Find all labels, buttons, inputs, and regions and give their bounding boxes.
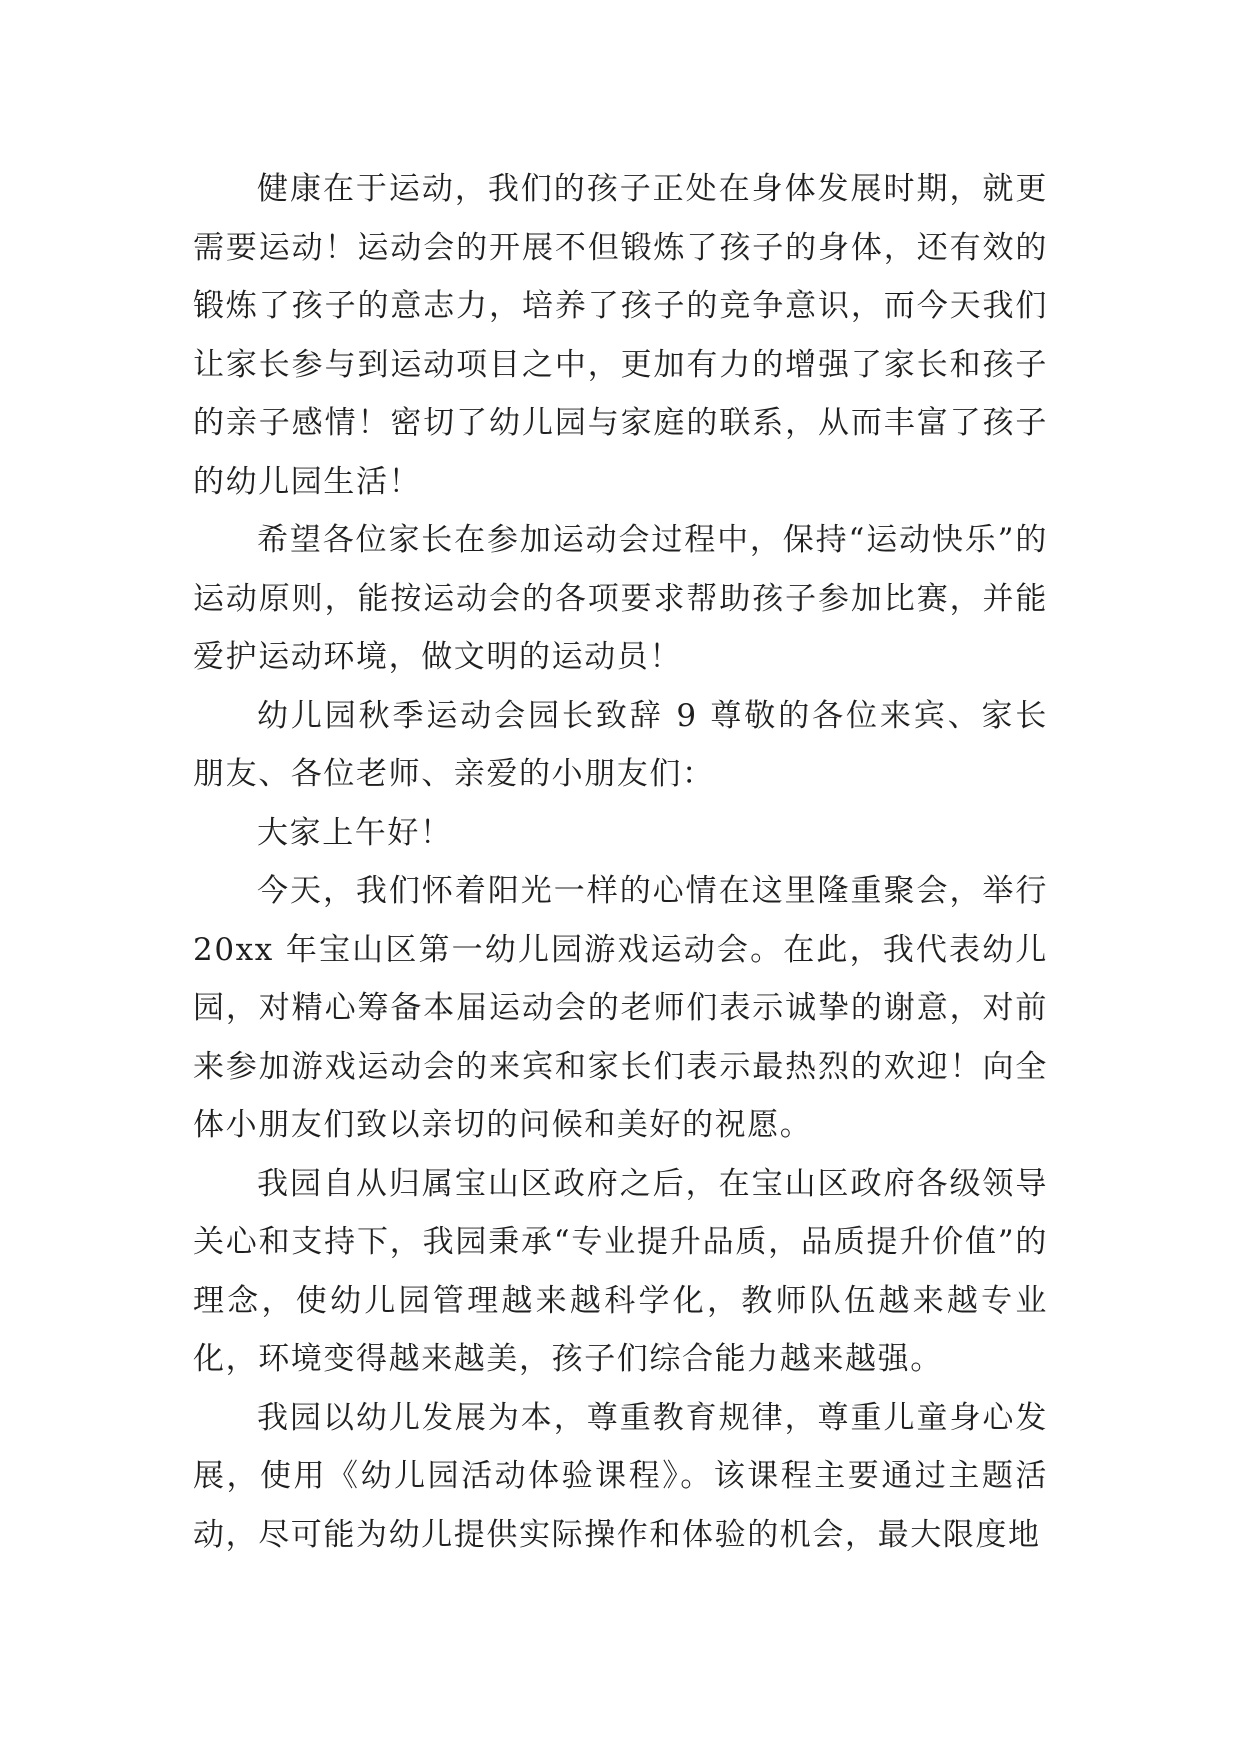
paragraph-parent-hope: 希望各位家长在参加运动会过程中，保持“运动快乐”的运动原则，能按运动会的各项要求帮助孩子参加比赛，并能爱护运动环境，做文明的运动员！ bbox=[193, 522, 1048, 675]
paragraph-welcome: 今天，我们怀着阳光一样的心情在这里隆重聚会，举行20xx 年宝山区第一幼儿园游戏运动会。在此，我代表幼儿园，对精心筹备本届运动会的老师们表示诚挚的谢意，对前来参加游戏运动会的来宾和家长们表示最热烈的欢迎！向全体小朋友们致以亲切的问候和美好的祝愿。 bbox=[193, 873, 1048, 1143]
paragraph-good-morning: 大家上午好！ bbox=[257, 814, 453, 851]
paragraph-health-sports: 健康在于运动，我们的孩子正处在身体发展时期，就更需要运动！运动会的开展不但锻炼了孩子的身体，还有效的锻炼了孩子的意志力，培养了孩子的竞争意识，而今天我们让家长参与到运动项目之中，更加有力的增强了家长和孩子的亲子感情！密切了幼儿园与家庭的联系，从而丰富了孩子的幼儿园生活！ bbox=[193, 171, 1048, 500]
paragraph-kindergarten-development: 我园自从归属宝山区政府之后，在宝山区政府各级领导关心和支持下，我园秉承“专业提升品质，品质提升价值”的理念，使幼儿园管理越来越科学化，教师队伍越来越专业化，环境变得越来越美，孩子们综合能力越来越强。 bbox=[193, 1165, 1048, 1377]
paragraph-speech-greeting: 幼儿园秋季运动会园长致辞 9 尊敬的各位来宾、家长朋友、各位老师、亲爱的小朋友们： bbox=[193, 697, 1048, 792]
paragraph-curriculum: 我园以幼儿发展为本，尊重教育规律，尊重儿童身心发展，使用《幼儿园活动体验课程》。该课程主要通过主题活动，尽可能为幼儿提供实际操作和体验的机会，最大限度地 bbox=[193, 1399, 1048, 1553]
document-body bbox=[193, 160, 1048, 1564]
